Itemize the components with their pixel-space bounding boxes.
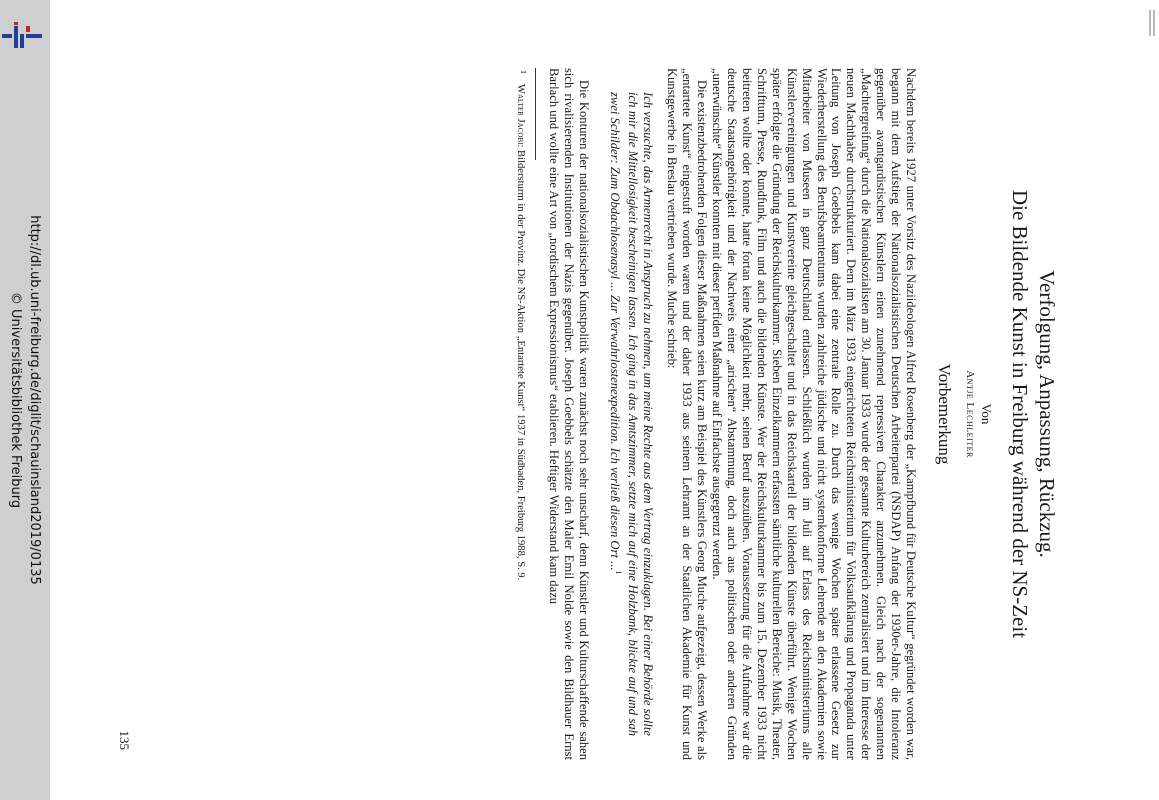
scanned-page [104,10,1104,790]
footnote-number: 1 [518,70,528,74]
quote-text: Ich versuchte, das Armenrecht in Anspruch zu nehmen, um meine Rechte aus dem Vertrag einzuklagen. Bei einer Behörde sollte ich mir die Mittellosigkeit bescheinigen lassen. Ich ging in das Amtszimmer, setzte mich auf eine Holzbank, blickte auf und sah zwei Schilder: Zum Obdachlosenasyl ... Zur Verwahrlostenexpedition. Ich verließ diesen Ort ... [607,92,655,736]
page-number: 135 [117,730,132,750]
footnote [514,68,527,760]
body-paragraph-1: Nachdem bereits 1927 unter Vorsitz des Naziideologen Alfred Rosenberg der „Kampfbund für Deutsche Kultur“ gegründet worden war, begann mit dem Aufstieg der Nationalsozialistischen Deutschen Arbeiterpartei (NSDAP) Anfang der 1930er-Jahre, die Intoleranz gegenüber avantgardistischen Künstlern einen zunehmend repressiven Charakter anzunehmen. Gleich nach der sogenannten „Machtergreifung“ durch die Nationalsozialisten am 30. Januar 1933 wurde der gesamte Kulturbereich zentralisiert und im Interesse der neuen Machthaber durchstrukturiert. Dem im März 1933 eingerichteten Reichsministerium für Volksaufklärung und Propaganda unter Leitung von Joseph Goebbels kam dabei eine zentrale Rolle zu. Durch das wenige Wochen später erlassene Gesetz zur Wiederherstellung des Berufsbeamtentums wurden zahlreiche jüdische und nicht systemkonforme Lehrende an den Akademien sowie Mitarbeiter von Museen in ganz Deutschland entlassen. Schließlich wurden im Juli auf Erlass des Reichsministeriums alle Künstlervereinigungen und Kunstvereine gleichgeschaltet und in das Reichskartell der bildenden Künste überführt. Wenige Wochen später erfolgte die Gründung der Reichskulturkammer. Sieben Einzelkammern erfassten sämtliche kulturellen Bereiche: Musik, Theater, Schrifttum, Presse, Rundfunk, Film und auch die bildenden Künste. Wer der Reichskulturkammer bis zum 15. Dezember 1933 nicht beitreten wollte oder konnte, hatte fortan keine Möglichkeit mehr, seinen Beruf auszuüben. Voraussetzung für die Aufnahme war die deutsche Staatsangehörigkeit und der Nachweis einer „arischen“ Abstammung, doch auch aus politischen oder anderen Gründen „unerwünschte“ Künstler konnten mit dieser perfiden Maßnahme auf Einfachste ausgegrenzt werden. [710,68,918,760]
author-name: Antje Lechleiter [964,370,976,458]
title-line-2: Die Bildende Kunst in Freiburg während der NS-Zeit [1008,189,1032,639]
corner-mark-icon [1149,10,1155,36]
footnote-author: Walter Jacobi [514,84,526,145]
footnote-reference[interactable]: 1 [613,570,623,575]
block-quote [607,92,655,736]
sidebar-caption [6,0,44,800]
body-paragraph-2: Die existenzbedrohenden Folgen dieser Maßnahmen seien kurz am Beispiel des Künstlers Georg Muche aufgezeigt, dessen Werke als „entartete Kunst“ eingestuft worden waren und der daher 1933 aus seinem Lehramt an der Staatlichen Akademie für Kunst und Kunstgewerbe in Breslau vertrieben wurde. Muche schrieb: [665,68,710,760]
title-line-1: Verfolgung, Anpassung, Rückzug. [1035,270,1059,558]
footnote-text: : Bildersturm in der Provinz. Die NS-Aktion „Entartete Kunst“ 1937 in Südbaden, Freiburg 1988, S. 9. [514,144,526,581]
viewer-sidebar [0,0,50,800]
body-paragraph-3: Die Konturen der nationalsozialistischen Kunstpolitik waren zunächst noch sehr unscharf, denn Künstler und Kulturschaffende sahen sich rivalisierenden Institutionen der Nazis gegenüber. Joseph Goebbels schätzte den Maler Emil Nolde sowie den Bildhauer Ernst Barlach und wollte eine Art von „nordischem Expressionismus“ etablieren. Heftiger Widerstand kam dazu [546,68,591,760]
section-heading: Vorbemerkung [935,363,954,465]
footnote-divider [535,68,536,160]
copyright-text: © Universitätsbibliothek Freiburg [8,291,23,509]
byline-von: Von [979,403,994,425]
article-title [1006,68,1060,760]
page-content [104,10,1104,790]
source-url-link[interactable]: http://dl.ub.uni-freiburg.de/diglit/schauinsland2019/0135 [27,215,42,585]
